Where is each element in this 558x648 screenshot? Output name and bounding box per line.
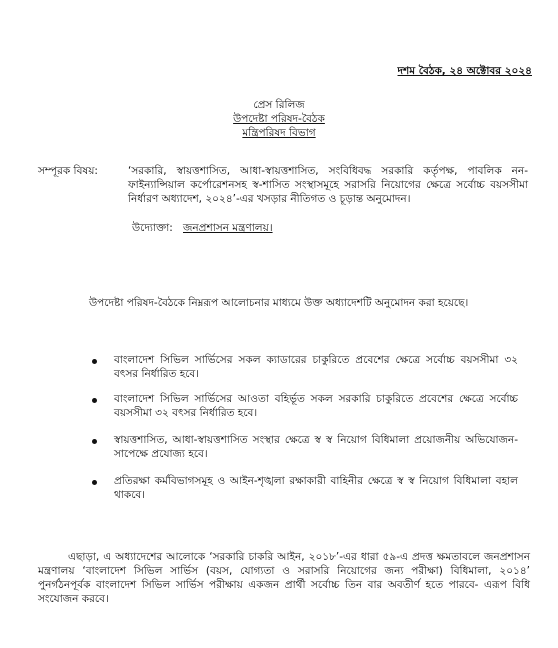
subject-text: ‘সরকারি, স্বায়ত্তশাসিত, আধা-স্বায়ত্তশাসিত, সংবিধিবদ্ধ সরকারি কর্তৃপক্ষ, পাবলিক নন-ফাইন্যান্সিয়াল কর্পোরেশনসহ স্ব-শাসিত সংস্থাসমূহে সরাসরি নিয়োগের ক্ষেত্রে সর্বোচ্চ বয়সসীমা নির্ধারণ অধ্যাদেশ, ২০২৪’-এর খসড়ার নীতিগত ও চূড়ান্ত অনুমোদন। — [128, 165, 528, 205]
council-meeting-title: উপদেষ্টা পরিষদ-বৈঠক — [233, 113, 325, 125]
bullet-marker — [92, 439, 97, 444]
meeting-date: দশম বৈঠক, ২৪ অক্টোবর ২০২৪ — [397, 65, 532, 77]
initiator-label: উদ্যোক্তা: — [132, 222, 173, 234]
closing-paragraph: এছাড়া, এ অধ্যাদেশের আলোকে ‘সরকারি চাকরি আইন, ২০১৮’-এর ধারা ৫৯-এ প্রদত্ত ক্ষমতাবলে জনপ্রশাসন মন্ত্রণালয় ‘বাংলাদেশ সিভিল সার্ভিস (বয়স, যোগ্যতা ও সরাসরি নিয়োগের জন্য পরীক্ষা) বিধিমালা, ২০১৪’ পুনর্গঠনপূর্বক বাংলাদেশ সিভিল সার্ভিস পরীক্ষায় একজন প্রার্থী সর্বোচ্চ তিন বার অবতীর্ণ হতে পারবে- এরূপ বিধি সংযোজন করবে। — [38, 551, 530, 605]
press-release-title: প্রেস রিলিজ — [253, 99, 305, 111]
bullet-marker — [92, 359, 97, 364]
list-item-text: বাংলাদেশ সিভিল সার্ভিসের সকল ক্যাডারের চাকুরিতে প্রবেশের ক্ষেত্রে সর্বোচ্চ বয়সসীমা ৩২ বৎসর নির্ধারিত হবে। — [114, 354, 518, 380]
list-item-text: প্রতিরক্ষা কর্মবিভাগসমূহ ও আইন-শৃঙ্খলা রক্ষাকারী বাহিনীর ক্ষেত্রে স্ব স্ব নিয়োগ বিধিমালা বহাল থাকবে। — [114, 475, 518, 501]
list-item-text: বাংলাদেশ সিভিল সার্ভিসের আওতা বহির্ভূত সকল সরকারি চাকুরিতে প্রবেশের ক্ষেত্রে সর্বোচ্চ বয়সসীমা ৩২ বৎসর নির্ধারিত হবে। — [114, 393, 518, 419]
intro-paragraph: উপদেষ্টা পরিষদ-বৈঠকে নিম্নরূপ আলোচনার মাধ্যমে উক্ত অধ্যাদেশটি অনুমোদন করা হয়েছে। — [89, 297, 469, 309]
initiator-value: জনপ্রশাসন মন্ত্রণালয়। — [183, 222, 273, 234]
bullet-marker — [92, 480, 97, 485]
bullet-marker — [92, 398, 97, 403]
cabinet-division-title: মন্ত্রিপরিষদ বিভাগ — [242, 127, 316, 139]
list-item-text: স্বায়ত্তশাসিত, আধা-স্বায়ত্তশাসিত সংস্থার ক্ষেত্রে স্ব স্ব নিয়োগ বিধিমালা প্রয়োজনীয় অভিযোজন-সাপেক্ষে প্রযোজ্য হবে। — [114, 434, 518, 460]
subject-label: সম্পূরক বিষয়: — [38, 165, 98, 177]
